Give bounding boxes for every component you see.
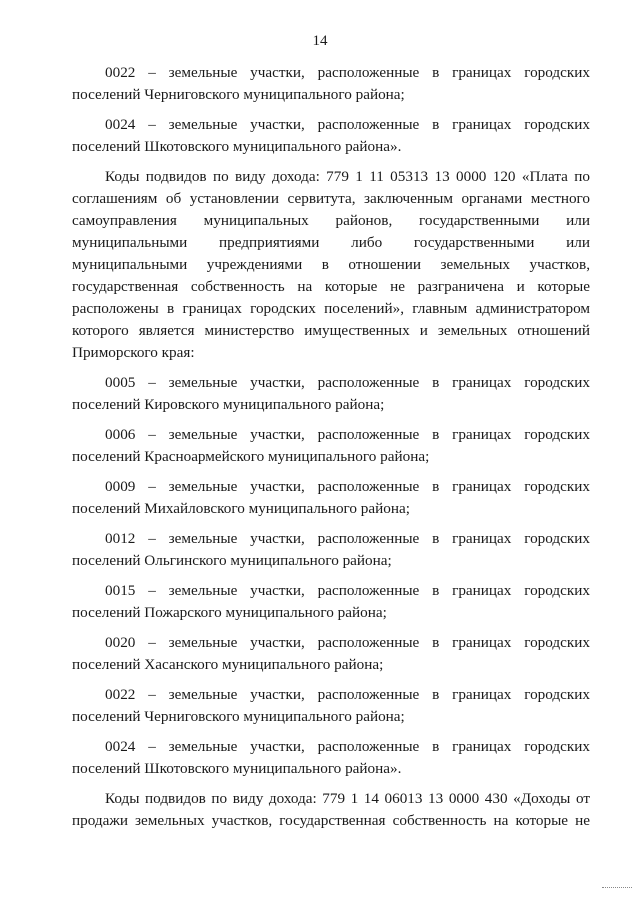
list-item-district-line: поселений Михайловского муниципального района; (72, 500, 410, 517)
list-item-code-line: 0024 – земельные участки, расположенные в границах городских (105, 738, 590, 755)
list-item (72, 62, 590, 106)
list-item-code-line: 0005 – земельные участки, расположенные в границах городских (105, 374, 590, 391)
list-item-code-line: 0006 – земельные участки, расположенные в границах городских (105, 426, 590, 443)
income-code-paragraph: Коды подвидов по виду дохода: 779 1 14 06013 13 0000 430 «Доходы от продажи земельных участков, государственная собственность на которые не (72, 790, 590, 829)
list-item (72, 632, 590, 676)
list-item-code-line: 0022 – земельные участки, расположенные в границах городских (105, 686, 590, 703)
list-item (72, 476, 590, 520)
list-item-code-line: 0020 – земельные участки, расположенные в границах городских (105, 634, 590, 651)
list-item (72, 736, 590, 780)
list-item-code-line: 0024 – земельные участки, расположенные в границах городских (105, 116, 590, 133)
document-body (72, 62, 590, 840)
list-item (72, 528, 590, 572)
list-item-district-line: поселений Хасанского муниципального района; (72, 656, 384, 673)
list-item-code-line: 0009 – земельные участки, расположенные в границах городских (105, 478, 590, 495)
list-item-district-line: поселений Шкотовского муниципального района». (72, 138, 402, 155)
list-item (72, 372, 590, 416)
list-item-code-line: 0012 – земельные участки, расположенные в границах городских (105, 530, 590, 547)
list-item (72, 424, 590, 468)
scan-mark (602, 887, 632, 891)
page-number: 14 (312, 33, 328, 49)
list-item (72, 580, 590, 624)
list-item-code-line: 0015 – земельные участки, расположенные в границах городских (105, 582, 590, 599)
list-item (72, 684, 590, 728)
list-item-district-line: поселений Черниговского муниципального района; (72, 708, 405, 725)
income-code-paragraph: Коды подвидов по виду дохода: 779 1 11 05313 13 0000 120 «Плата по соглашениям об установлении сервитута, заключенным органами местного самоуправления муниципальных районов, государственными или муниципальными предприятиями либо государственными или муниципальными учреждениями в отношении земельных участков, государственная собственность на которые не разграничена и которые расположены в границах городских поселений», главным администратором которого является министерство имущественных и земельных отношений Приморского края: (72, 168, 590, 361)
list-item-district-line: поселений Ольгинского муниципального района; (72, 552, 392, 569)
list-item-district-line: поселений Шкотовского муниципального района». (72, 760, 402, 777)
list-item-code-line: 0022 – земельные участки, расположенные в границах городских (105, 64, 590, 81)
list-item-district-line: поселений Красноармейского муниципального района; (72, 448, 430, 465)
list-item (72, 114, 590, 158)
list-item-district-line: поселений Черниговского муниципального района; (72, 86, 405, 103)
list-item-district-line: поселений Пожарского муниципального района; (72, 604, 387, 621)
list-item-district-line: поселений Кировского муниципального района; (72, 396, 385, 413)
